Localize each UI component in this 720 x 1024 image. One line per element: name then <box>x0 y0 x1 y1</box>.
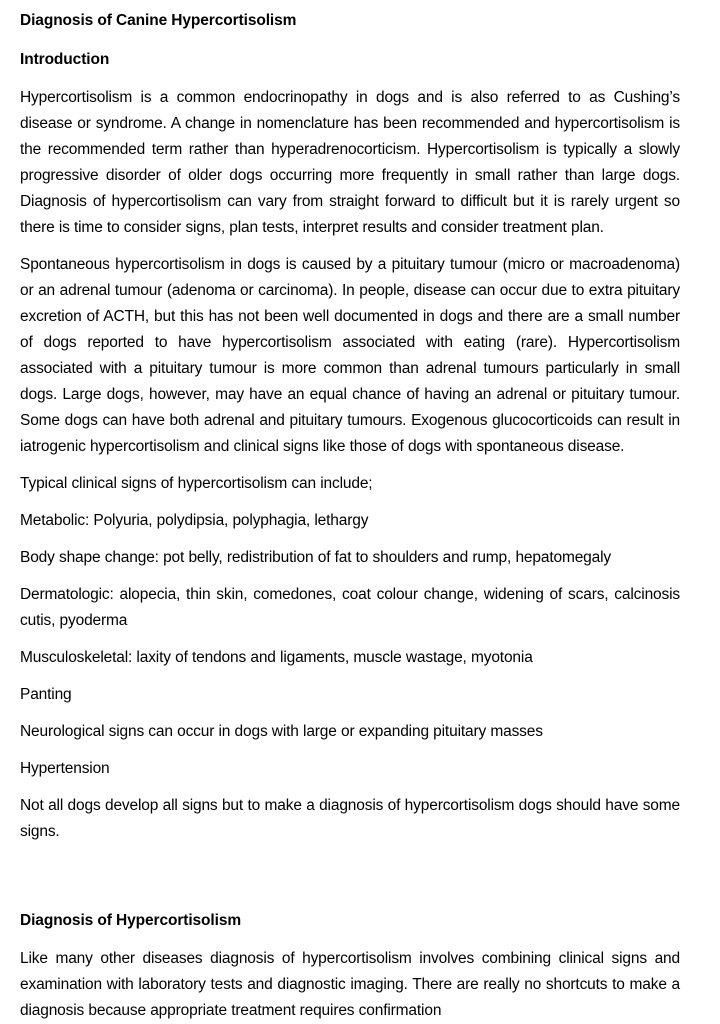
paragraph-sign-hypertension: Hypertension <box>20 760 110 777</box>
paragraph-sign-body-shape-change: Body shape change: pot belly, redistribution of fat to shoulders and rump, hepatomegaly <box>20 549 612 566</box>
paragraph-sign-neurological: Neurological signs can occur in dogs with large or expanding pituitary masses <box>20 723 543 740</box>
section-heading-introduction: Introduction <box>20 51 110 68</box>
document-title: Diagnosis of Canine Hypercortisolism <box>20 12 297 29</box>
paragraph-sign-panting: Panting <box>20 686 72 703</box>
section-heading-diagnosis: Diagnosis of Hypercortisolism <box>20 912 242 929</box>
paragraph-sign-musculoskeletal: Musculoskeletal: laxity of tendons and ligaments, muscle wastage, myotonia <box>20 649 533 666</box>
paragraph-intro-2: Spontaneous hypercortisolism in dogs is caused by a pituitary tumour (micro or macroadenoma) or an adrenal tumour (adenoma or carcinoma). In people, disease can occur due to extra pituitary excretion of ACTH, but this has not been well documented in dogs and there are a small number of dogs reported to have hypercortisolism associated with eating (rare). Hypercortisolism associated with a pituitary tumour is more common than adrenal tumours particularly in small dogs. Large dogs, however, may have an equal chance of having an adrenal or pituitary tumour. Some dogs can have both adrenal and pituitary tumours. Exogenous glucocorticoids can result in iatrogenic hypercortisolism and clinical signs like those of dogs with spontaneous disease. <box>20 256 689 455</box>
paragraph-spacer <box>20 856 680 908</box>
paragraph-diagnosis-1: Like many other diseases diagnosis of hypercortisolism involves combining clinical signs and examination with laboratory tests and diagnostic imaging. There are really no shortcuts to make a diagnosis because appropriate treatment requires confirmation <box>20 950 685 1019</box>
paragraph-sign-metabolic: Metabolic: Polyuria, polydipsia, polyphagia, lethargy <box>20 512 369 529</box>
paragraph-sign-dermatologic: Dermatologic: alopecia, thin skin, comedones, coat colour change, widening of scars, calcinosis cutis, pyoderma <box>20 586 685 629</box>
paragraph-clinical-signs-lead: Typical clinical signs of hypercortisolism can include; <box>20 475 373 492</box>
paragraph-signs-summary: Not all dogs develop all signs but to make a diagnosis of hypercortisolism dogs should have some signs. <box>20 797 685 840</box>
paragraph-intro-1: Hypercortisolism is a common endocrinopathy in dogs and is also referred to as Cushing’s disease or syndrome. A change in nomenclature has been recommended and hypercortisolism is the recommended term rather than hyperadrenocorticism. Hypercortisolism is typically a slowly progressive disorder of older dogs occurring more frequently in small rather than large dogs. Diagnosis of hypercortisolism can vary from straight forward to difficult but it is rarely urgent so there is time to consider signs, plan tests, interpret results and consider treatment plan. <box>20 89 685 236</box>
